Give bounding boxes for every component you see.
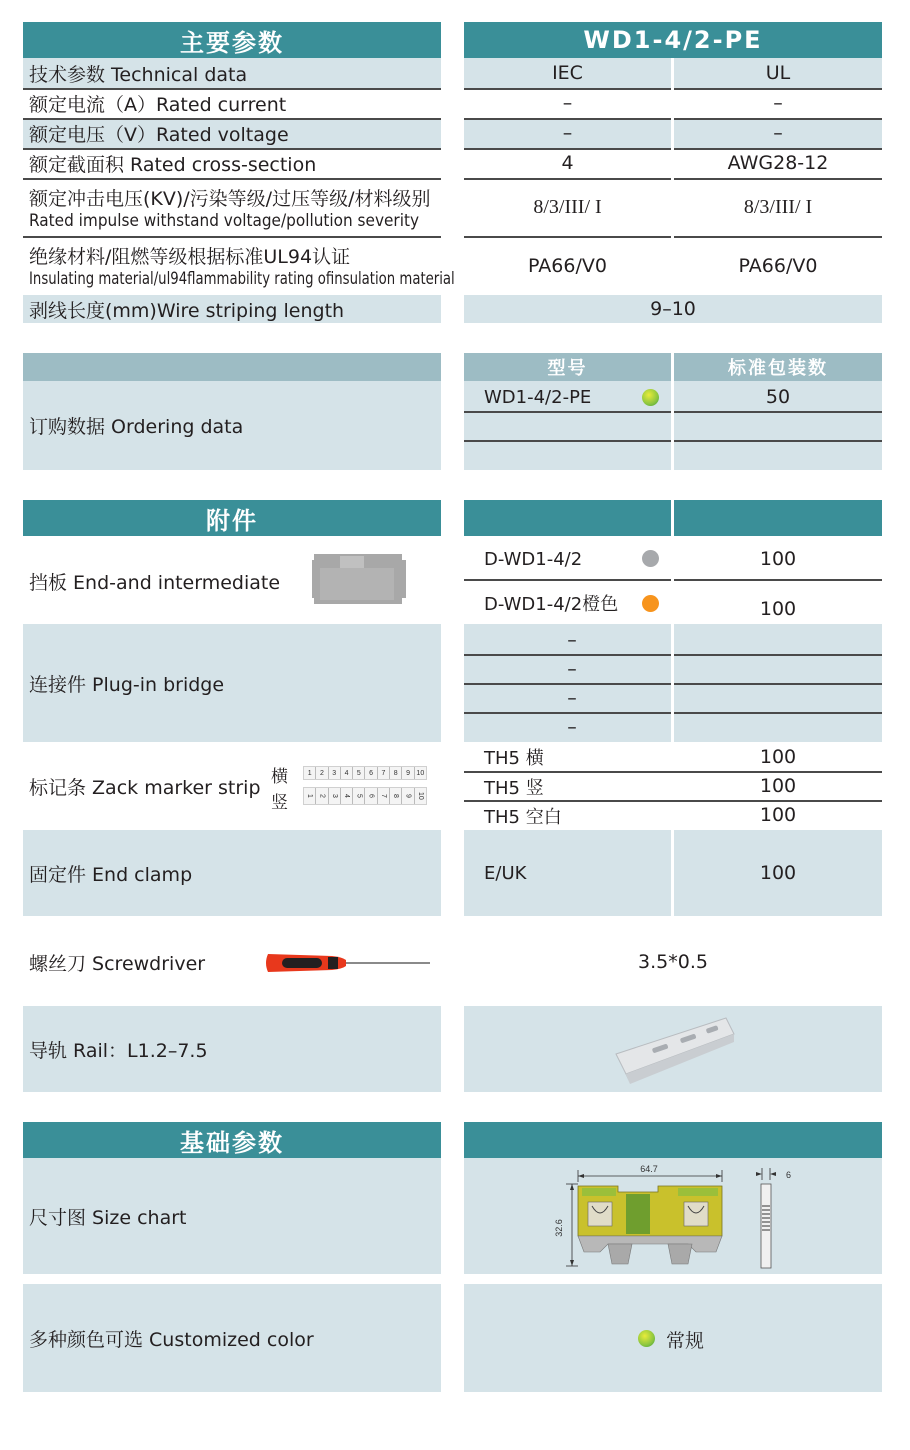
color-label: 多种颜色可选 Customized color (29, 1328, 314, 1351)
marker-number: 8 (390, 788, 402, 804)
marker-number: 3 (329, 767, 341, 779)
marker-number: 9 (402, 767, 414, 779)
divider (674, 683, 882, 685)
voltage-iec: – (562, 122, 573, 144)
end-plate-model-gray: D-WD1-4/2 (484, 548, 583, 570)
ordering-label: 订购数据 Ordering data (29, 416, 244, 438)
divider (464, 712, 671, 714)
iec-header: IEC (552, 62, 583, 84)
divider (674, 654, 882, 656)
divider (674, 440, 882, 442)
voltage-ul: – (773, 122, 783, 144)
divider (674, 411, 882, 413)
divider (23, 118, 441, 120)
end-plate-label: 挡板 End-and intermediate (29, 571, 281, 594)
divider (464, 236, 671, 238)
section-ul: AWG28-12 (727, 152, 829, 174)
marker-horizontal-label: 横 (271, 767, 288, 787)
marker-number: 1 (304, 788, 316, 804)
screwdriver-value: 3.5*0.5 (638, 951, 708, 973)
striping-label: 剥线长度(mm)Wire striping length (29, 299, 345, 322)
end-clamp-qty: 100 (759, 862, 797, 884)
accessories-header: 附件 (23, 500, 441, 536)
end-plate-qty-gray: 100 (759, 548, 797, 570)
marker-qty: 100 (759, 803, 797, 826)
current-iec: – (562, 92, 573, 114)
marker-number: 7 (378, 767, 390, 779)
tech-header-model: WD1-4/2-PE (464, 22, 882, 58)
bridge-item: – (567, 716, 577, 738)
screwdriver-image (262, 950, 432, 976)
impulse-label-en: Rated impulse withstand voltage/pollution severity (29, 211, 420, 231)
divider (464, 683, 671, 685)
marker-strip-horizontal (303, 766, 427, 780)
divider (464, 88, 671, 90)
marker-number: 10 (416, 769, 425, 777)
ordering-header-left (23, 353, 441, 381)
marker-number: 5 (353, 767, 365, 779)
impulse-ul: 8/3/III/ I (743, 196, 813, 218)
end-clamp-model: E/UK (484, 862, 527, 884)
rated-current-label: 额定电流（A）Rated current (29, 93, 287, 116)
divider (23, 88, 441, 90)
striping-value: 9–10 (650, 298, 696, 320)
marker-qty: 100 (759, 745, 797, 768)
divider (464, 411, 671, 413)
marker-number: 9 (402, 788, 414, 804)
yellow-green-dot-icon (642, 389, 659, 406)
marker-qty: 100 (759, 774, 797, 797)
insulation-iec: PA66/V0 (528, 254, 607, 277)
rated-voltage-label: 额定电压（V）Rated voltage (29, 123, 289, 146)
divider (464, 440, 671, 442)
divider (674, 712, 882, 714)
insulation-label-en: Insulating material/ul94flammability rating ofinsulation material (29, 269, 455, 289)
marker-strip-vertical (303, 787, 427, 805)
divider (674, 579, 882, 581)
marker-label: 标记条 Zack marker strip (29, 776, 261, 799)
basic-header-blank (464, 1122, 882, 1158)
dim-height-text: 32.6 (554, 1219, 564, 1237)
end-plate-qty-orange: 100 (759, 598, 797, 620)
marker-number: 4 (341, 788, 353, 804)
bridge-item: – (567, 658, 577, 680)
accessories-header-blank (674, 500, 882, 536)
marker-number: 5 (353, 788, 365, 804)
divider (464, 118, 671, 120)
marker-number: 7 (378, 788, 390, 804)
basic-header: 基础参数 (23, 1122, 441, 1158)
dim-width-text: 64.7 (640, 1164, 658, 1174)
divider (464, 178, 671, 180)
ordering-model: WD1-4/2-PE (484, 386, 592, 408)
bridge-item: – (567, 629, 577, 651)
rail-label: 导轨 Rail：L1.2–7.5 (29, 1039, 208, 1062)
marker-number: 3 (329, 788, 341, 804)
insulation-label (23, 238, 455, 293)
size-chart-label: 尺寸图 Size chart (29, 1206, 187, 1229)
end-plate-image (310, 550, 406, 608)
divider (674, 88, 882, 90)
ordering-col-qty: 标准包装数 (674, 353, 882, 381)
tech-header-left: 主要参数 (23, 22, 441, 58)
marker-model: TH5 竖 (484, 777, 544, 799)
marker-model: TH5 空白 (484, 806, 562, 828)
divider (464, 148, 671, 150)
divider (464, 654, 671, 656)
dim-depth-text: 6 (786, 1170, 792, 1180)
marker-model: TH5 横 (484, 747, 544, 769)
screwdriver-label: 螺丝刀 Screwdriver (29, 952, 206, 975)
divider (23, 236, 441, 238)
end-clamp-label: 固定件 End clamp (29, 863, 193, 886)
insulation-label-cn: 绝缘材料/阻燃等级根据标准UL94认证 (29, 246, 351, 268)
divider (23, 178, 441, 180)
ordering-col-model: 型号 (464, 353, 671, 381)
marker-number: 8 (390, 767, 402, 779)
orange-dot-icon (642, 595, 659, 612)
marker-number: 2 (316, 767, 328, 779)
section-iec: 4 (561, 152, 574, 174)
divider (674, 148, 882, 150)
bridge-item: – (567, 687, 577, 709)
divider (674, 236, 882, 238)
size-chart-drawing (548, 1160, 798, 1272)
ul-header: UL (765, 62, 791, 84)
divider (674, 178, 882, 180)
color-value: 常规 (666, 1330, 705, 1352)
insulation-ul: PA66/V0 (738, 254, 818, 277)
marker-vertical-label: 竖 (271, 793, 288, 813)
ordering-qty: 50 (765, 386, 791, 408)
divider (674, 118, 882, 120)
divider (464, 579, 671, 581)
cross-section-label: 额定截面积 Rated cross-section (29, 153, 317, 176)
marker-number: 10 (416, 792, 424, 800)
impulse-label (23, 180, 441, 235)
gray-dot-icon (642, 550, 659, 567)
marker-number: 6 (365, 767, 377, 779)
bridge-label: 连接件 Plug-in bridge (29, 673, 225, 696)
tech-label: 技术参数 Technical data (29, 63, 248, 86)
divider (23, 148, 441, 150)
end-plate-model-orange: D-WD1-4/2橙色 (484, 594, 619, 615)
marker-number: 2 (316, 788, 328, 804)
marker-number: 6 (365, 788, 377, 804)
marker-number: 4 (341, 767, 353, 779)
impulse-label-cn: 额定冲击电压(KV)/污染等级/过压等级/材料级别 (29, 188, 431, 210)
marker-number: 1 (304, 767, 316, 779)
din-rail-image (608, 1012, 738, 1088)
yellow-green-dot-icon (638, 1330, 655, 1347)
accessories-header-blank (464, 500, 671, 536)
impulse-iec: 8/3/III/ I (533, 196, 602, 218)
current-ul: – (773, 92, 783, 114)
